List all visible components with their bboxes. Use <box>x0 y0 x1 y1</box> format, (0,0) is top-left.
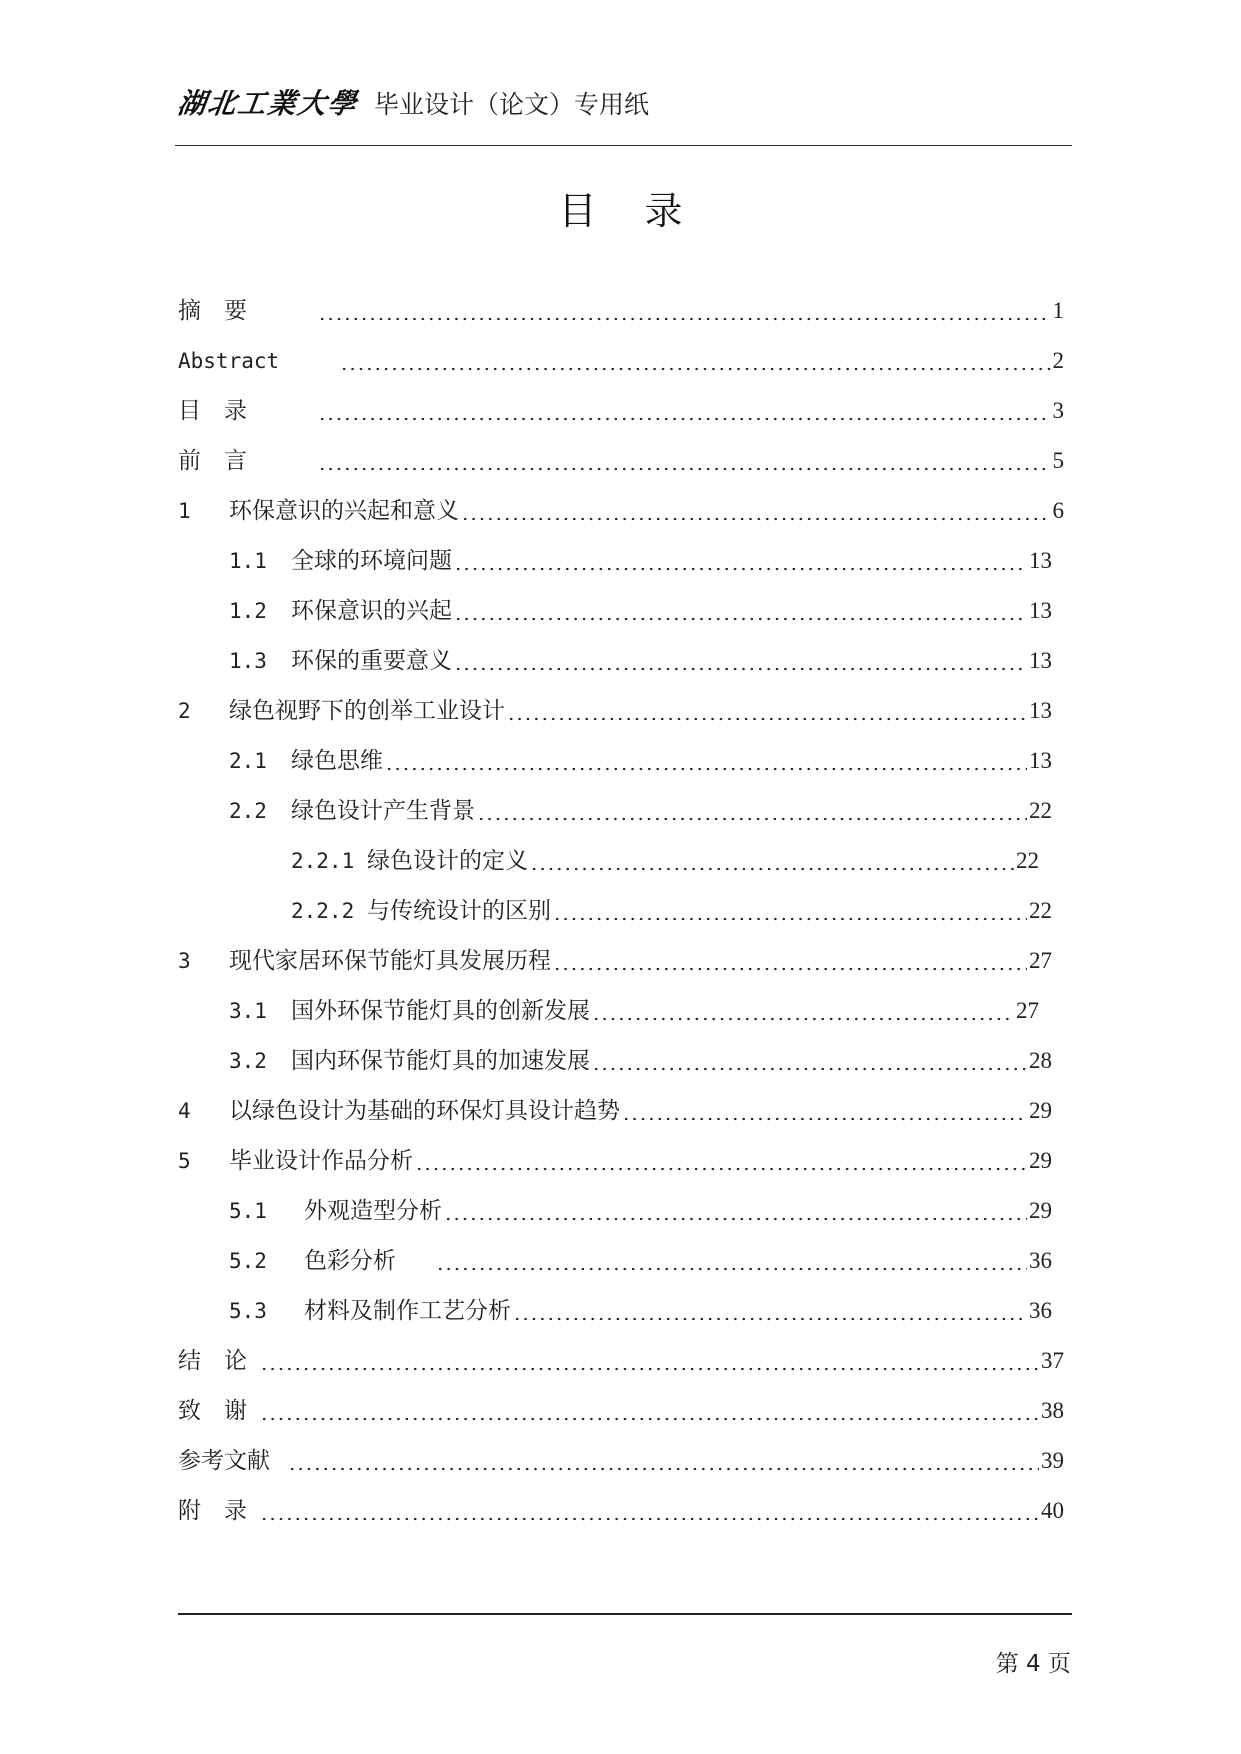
toc-dot-leader <box>385 746 1027 776</box>
page-number: 第 4 页 <box>995 1651 1071 1677</box>
toc-entry-section-1-3[interactable] <box>229 640 1052 676</box>
toc-entry-label: 环保的重要意义 <box>291 648 452 674</box>
toc-entry-page: 22 <box>1029 798 1052 823</box>
toc-entry-label: 绿色视野下的创举工业设计 <box>229 698 505 724</box>
toc-entry-section-5-1[interactable] <box>229 1190 1052 1226</box>
footer-divider <box>178 1613 1072 1615</box>
toc-entry-number: 3 <box>178 949 191 973</box>
toc-entry-number: 1 <box>178 499 191 523</box>
toc-entry-number: 5.3 <box>229 1299 267 1323</box>
toc-entry-label: 国内环保节能灯具的加速发展 <box>291 1048 590 1074</box>
toc-dot-leader <box>592 996 1014 1026</box>
toc-entry-label: 结 论 <box>178 1348 247 1374</box>
toc-entry-number: 2.2.2 <box>291 899 355 923</box>
toc-dot-leader <box>436 1246 1027 1276</box>
toc-dot-leader <box>454 596 1027 626</box>
toc-entry-label: 目 录 <box>178 398 247 424</box>
toc-dot-leader <box>454 646 1027 676</box>
toc-entry-chapter-1[interactable] <box>178 490 1064 526</box>
toc-entry-page: 13 <box>1029 648 1052 673</box>
toc-dot-leader <box>260 1396 1039 1426</box>
toc-entry-page: 39 <box>1041 1448 1064 1473</box>
page-title: 目录 <box>558 189 731 233</box>
toc-dot-leader <box>530 846 1014 876</box>
page-header <box>175 82 650 132</box>
toc-dot-leader <box>318 446 1051 476</box>
toc-dot-leader <box>340 346 1051 376</box>
toc-entry-number: 4 <box>178 1099 191 1123</box>
toc-entry-number: 2.1 <box>229 749 267 773</box>
toc-entry-section-5-3[interactable] <box>229 1290 1052 1326</box>
toc-entry-label: 与传统设计的区别 <box>367 898 551 924</box>
toc-entry-section-1-1[interactable] <box>229 540 1052 576</box>
toc-entry-abstract-en[interactable] <box>178 340 1064 376</box>
toc-dot-leader <box>454 546 1027 576</box>
toc-entry-section-1-2[interactable] <box>229 590 1052 626</box>
toc-dot-leader <box>415 1146 1027 1176</box>
toc-entry-subsection-2-2-2[interactable] <box>291 890 1052 926</box>
toc-entry-number: 3.1 <box>229 999 267 1023</box>
toc-entry-page: 5 <box>1052 448 1064 473</box>
toc-entry-label: 附 录 <box>178 1498 247 1524</box>
toc-entry-page: 29 <box>1029 1148 1052 1173</box>
header-subtitle: 毕业设计（论文）专用纸 <box>374 90 650 119</box>
toc-entry-number: 1.1 <box>229 549 267 573</box>
toc-entry-section-3-1[interactable] <box>229 990 1039 1026</box>
toc-entry-section-3-2[interactable] <box>229 1040 1052 1076</box>
toc-dot-leader <box>592 1046 1027 1076</box>
toc-entry-number: 5 <box>178 1149 191 1173</box>
toc-entry-label: 现代家居环保节能灯具发展历程 <box>229 948 551 974</box>
toc-entry-page: 27 <box>1016 998 1039 1023</box>
toc-entry-abstract-cn[interactable] <box>178 290 1064 326</box>
toc-entry-appendix[interactable] <box>178 1490 1064 1526</box>
toc-entry-label: 参考文献 <box>178 1448 270 1474</box>
toc-entry-number: 2.2 <box>229 799 267 823</box>
toc-entry-page: 13 <box>1029 748 1052 773</box>
toc-entry-label: 前 言 <box>178 448 247 474</box>
toc-entry-number: 2 <box>178 699 191 723</box>
toc-entry-page: 1 <box>1052 298 1064 323</box>
toc-entry-page: 13 <box>1029 698 1052 723</box>
toc-entry-chapter-5[interactable] <box>178 1140 1052 1176</box>
toc-entry-page: 38 <box>1041 1398 1064 1423</box>
toc-entry-page: 2 <box>1052 348 1064 373</box>
toc-entry-number: 5.1 <box>229 1199 267 1223</box>
toc-entry-label: 材料及制作工艺分析 <box>304 1298 511 1324</box>
toc-entry-chapter-4[interactable] <box>178 1090 1052 1126</box>
toc-entry-label: 全球的环境问题 <box>291 548 452 574</box>
toc-entry-label: 致 谢 <box>178 1398 247 1424</box>
toc-entry-label: Abstract <box>178 349 280 373</box>
toc-dot-leader <box>318 296 1051 326</box>
toc-entry-page: 13 <box>1029 548 1052 573</box>
toc-entry-label: 绿色设计产生背景 <box>291 798 475 824</box>
toc-entry-label: 国外环保节能灯具的创新发展 <box>291 998 590 1024</box>
toc-entry-page: 6 <box>1052 498 1064 523</box>
toc-dot-leader <box>513 1296 1027 1326</box>
toc-dot-leader <box>461 496 1051 526</box>
toc-entry-page: 29 <box>1029 1198 1052 1223</box>
toc-entry-conclusion[interactable] <box>178 1340 1064 1376</box>
toc-dot-leader <box>507 696 1027 726</box>
toc-dot-leader <box>260 1496 1039 1526</box>
toc-entry-number: 5.2 <box>229 1249 267 1273</box>
toc-entry-number: 1.3 <box>229 649 267 673</box>
toc-entry-page: 22 <box>1016 848 1039 873</box>
toc-entry-page: 29 <box>1029 1098 1052 1123</box>
toc-entry-acknowledgements[interactable] <box>178 1390 1064 1426</box>
toc-entry-label: 以绿色设计为基础的环保灯具设计趋势 <box>229 1098 620 1124</box>
toc-dot-leader <box>318 396 1051 426</box>
toc-dot-leader <box>260 1346 1039 1376</box>
toc-entry-page: 27 <box>1029 948 1052 973</box>
toc-entry-page: 3 <box>1052 398 1064 423</box>
toc-entry-page: 28 <box>1029 1048 1052 1073</box>
toc-dot-leader <box>477 796 1027 826</box>
toc-entry-page: 36 <box>1029 1298 1052 1323</box>
toc-entry-page: 13 <box>1029 598 1052 623</box>
toc-entry-chapter-2[interactable] <box>178 690 1052 726</box>
toc-entry-number: 3.2 <box>229 1049 267 1073</box>
toc-entry-label: 外观造型分析 <box>304 1198 442 1224</box>
toc-entry-label: 环保意识的兴起和意义 <box>229 498 459 524</box>
toc-entry-label: 色彩分析 <box>304 1248 396 1274</box>
toc-entry-page: 22 <box>1029 898 1052 923</box>
toc-entry-label: 毕业设计作品分析 <box>229 1148 413 1174</box>
toc-entry-label: 摘 要 <box>178 298 247 324</box>
toc-entry-section-2-2[interactable] <box>229 790 1052 826</box>
toc-entry-preface[interactable] <box>178 440 1064 476</box>
toc-entry-number: 2.2.1 <box>291 849 355 873</box>
toc-dot-leader <box>622 1096 1027 1126</box>
header-divider <box>175 145 1072 146</box>
toc-dot-leader <box>444 1196 1027 1226</box>
toc-dot-leader <box>288 1446 1039 1476</box>
toc-entry-chapter-3[interactable] <box>178 940 1052 976</box>
toc-entry-page: 36 <box>1029 1248 1052 1273</box>
toc-entry-number: 1.2 <box>229 599 267 623</box>
toc-entry-page: 37 <box>1041 1348 1064 1373</box>
toc-entry-page: 40 <box>1041 1498 1064 1523</box>
toc-entry-contents[interactable] <box>178 390 1064 426</box>
university-logo: 湖北工業大學 <box>175 87 361 120</box>
toc-dot-leader <box>553 896 1027 926</box>
toc-entry-label: 绿色设计的定义 <box>367 848 528 874</box>
toc-entry-references[interactable] <box>178 1440 1064 1476</box>
toc-entry-label: 绿色思维 <box>291 748 383 774</box>
toc-entry-subsection-2-2-1[interactable] <box>291 840 1039 876</box>
toc-dot-leader <box>553 946 1027 976</box>
toc-entry-label: 环保意识的兴起 <box>291 598 452 624</box>
toc-entry-section-5-2[interactable] <box>229 1240 1052 1276</box>
toc-entry-section-2-1[interactable] <box>229 740 1052 776</box>
